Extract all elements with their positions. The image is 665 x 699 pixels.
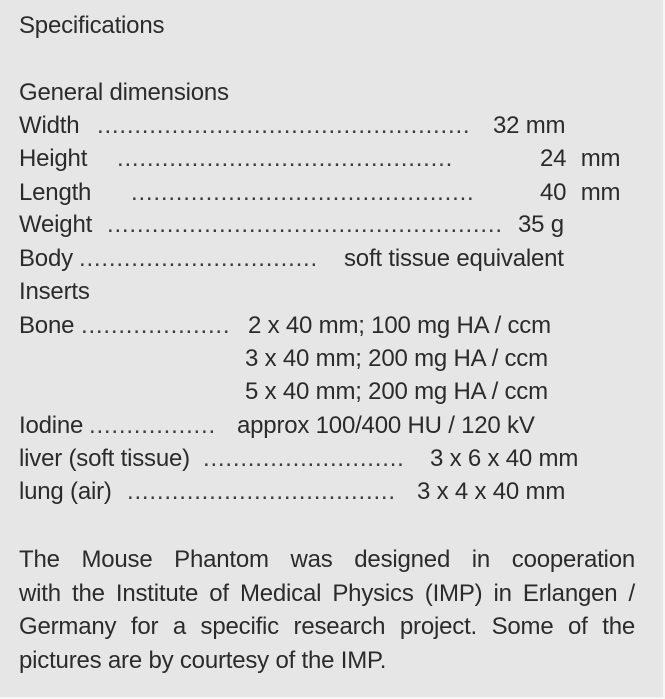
insert-value: 5 x 40 mm; 200 mg HA / ccm [245,378,548,405]
insert-row-bone-3 [19,377,599,407]
section-heading: General dimensions [19,79,229,106]
dot-leader: ................. [89,412,216,439]
paragraph-line: Germany for a specific research project. Some of the [19,613,635,640]
insert-row-iodine [19,411,599,441]
insert-label: Bone [19,312,75,339]
insert-value: 3 x 40 mm; 200 mg HA / ccm [245,345,548,372]
dot-leader: .................................................. [97,112,471,139]
insert-value: 3 x 4 x 40 mm [417,478,566,505]
spec-label: Height [19,145,88,172]
spec-row-width [19,111,579,141]
spec-label: Body [19,245,73,272]
description-paragraph [19,543,635,677]
insert-label: liver (soft tissue) [19,445,190,472]
paragraph-line: with the Institute of Medical Physics (IMP) in Erlangen / [19,579,635,607]
dot-leader: ........................... [203,445,405,472]
spec-row-height [19,144,639,174]
spec-row-body [19,244,599,274]
paragraph-line: pictures are by courtesy of the IMP. [19,646,387,674]
spec-row-length [19,178,639,208]
insert-value: 2 x 40 mm; 100 mg HA / ccm [248,312,551,339]
insert-row-bone-2 [19,344,599,374]
insert-row-liver [19,444,599,474]
spec-value: 32 mm [493,112,566,139]
page-title: Specifications [19,12,165,39]
spec-value: 35 g [518,211,564,238]
insert-row-lung [19,477,599,507]
dot-leader: .................................... [127,478,396,505]
dot-leader: .................... [81,312,231,339]
spec-label: Width [19,112,80,139]
spec-label: Length [19,179,92,206]
insert-value: approx 100/400 HU / 120 kV [237,412,535,439]
insert-label: Iodine [19,412,84,439]
dot-leader: ................................ [79,245,318,272]
dot-leader: .............................................. [131,179,475,206]
spec-value: soft tissue equivalent [344,245,564,272]
dot-leader: ..................................................... [107,211,503,238]
inserts-heading: Inserts [19,278,90,305]
paragraph-line: The Mouse Phantom was designed in cooperation [19,546,635,573]
insert-value: 3 x 6 x 40 mm [430,445,579,472]
spec-label: Weight [19,211,93,238]
spec-row-weight [19,210,579,240]
spec-value: 24 mm [540,145,621,172]
dot-leader: ............................................. [117,145,454,172]
insert-label: lung (air) [19,478,112,505]
insert-row-bone [19,311,599,341]
spec-value: 40 mm [540,179,621,206]
